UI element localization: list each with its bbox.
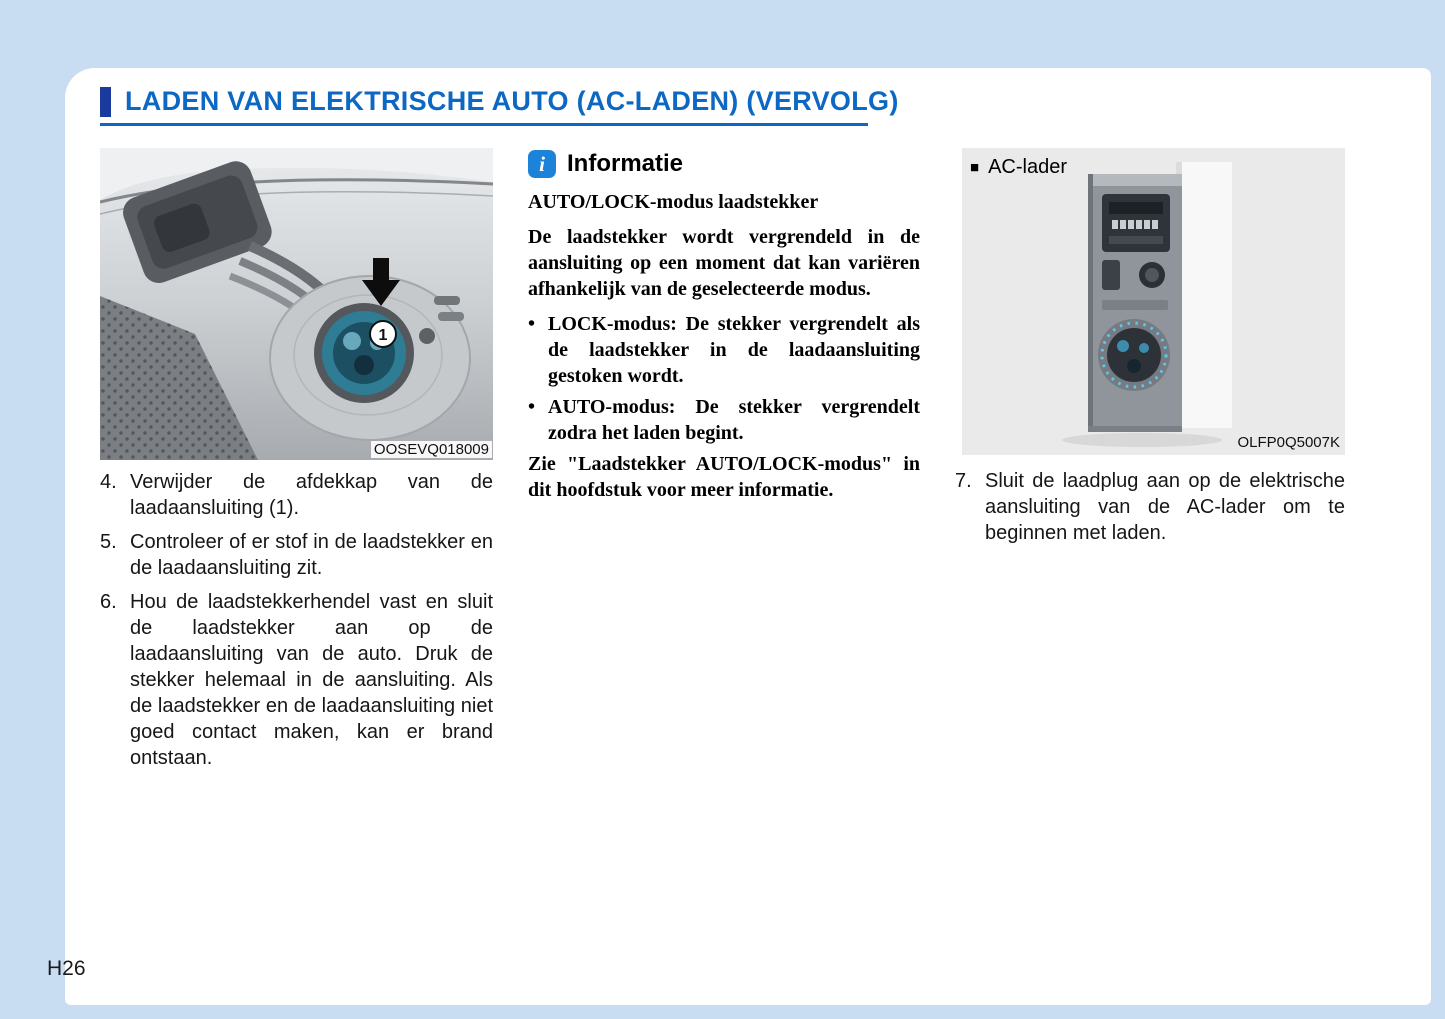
page-title: LADEN VAN ELEKTRISCHE AUTO (AC-LADEN) (VERVOLG): [125, 86, 899, 116]
ac-charger-photo: [962, 148, 1345, 455]
list-item: [100, 469, 493, 521]
step-text: Controleer of er stof in de laadstekker en de laadaansluiting zit.: [130, 531, 493, 579]
figure-code: OOSEVQ018009: [371, 441, 492, 458]
bullet-item: [528, 394, 920, 446]
list-item: [955, 468, 1345, 546]
list-item: [100, 589, 493, 771]
middle-column: [528, 148, 920, 512]
step-number: 6.: [100, 591, 117, 613]
charging-port-photo: [100, 148, 493, 460]
ac-charger-figure: [955, 148, 1345, 455]
header-underline: [100, 123, 868, 126]
bullet-text: LOCK-modus: De stekker vergrendelt als de laadstekker in de laadaansluiting gestoken wordt.: [548, 313, 920, 387]
callout-number: 1: [378, 327, 388, 344]
figure-code: OLFP0Q5007K: [1237, 434, 1340, 451]
step-text: Verwijder de afdekkap van de laadaansluiting (1).: [130, 471, 493, 519]
step-number: 5.: [100, 531, 117, 553]
bullet-icon: •: [528, 313, 536, 335]
charging-port-illustration: [100, 148, 493, 460]
charging-port-figure: [100, 148, 493, 460]
black-square-icon: ■: [970, 158, 980, 176]
left-column: [100, 148, 493, 779]
page-number: H26: [47, 957, 86, 980]
info-heading: Informatie: [567, 150, 684, 177]
step-number: 4.: [100, 471, 117, 493]
step-text: Sluit de laadplug aan op de elektrische aansluiting van de AC-lader om te beginnen met laden.: [985, 470, 1345, 544]
header-accent-bar: [100, 87, 111, 117]
info-intro-paragraph: De laadstekker wordt vergrendeld in de aansluiting op een moment dat kan variëren afhankelijk van de geselecteerde modus.: [528, 226, 920, 300]
ac-charger-label-text: AC-lader: [988, 156, 1067, 178]
section-header: [100, 86, 899, 117]
instruction-list: [100, 469, 493, 771]
ac-charger-label: [970, 156, 1067, 179]
page-content: [65, 68, 1431, 1005]
info-outro-paragraph: Zie "Laadstekker AUTO/LOCK-modus" in dit hoofdstuk voor meer informatie.: [528, 453, 920, 501]
info-icon: i: [528, 150, 556, 178]
instruction-list: [955, 468, 1345, 546]
ac-charger-illustration: [962, 148, 1345, 455]
step-text: Hou de laadstekkerhendel vast en sluit de laadstekker aan op de laadaansluiting van de auto. Druk de stekker helemaal in de aansluiting. Als de laadstekker en de laadaansluiting niet goed contact maken, kan er brand ontstaan.: [130, 591, 493, 769]
list-item: [100, 529, 493, 581]
bullet-icon: •: [528, 396, 536, 418]
info-subheading: AUTO/LOCK-modus laadstekker: [528, 191, 819, 213]
step-number: 7.: [955, 470, 972, 492]
bullet-item: [528, 311, 920, 389]
bullet-text: AUTO-modus: De stekker vergrendelt zodra het laden begint.: [548, 396, 920, 444]
info-heading-row: [528, 150, 920, 178]
right-column: [955, 148, 1345, 554]
